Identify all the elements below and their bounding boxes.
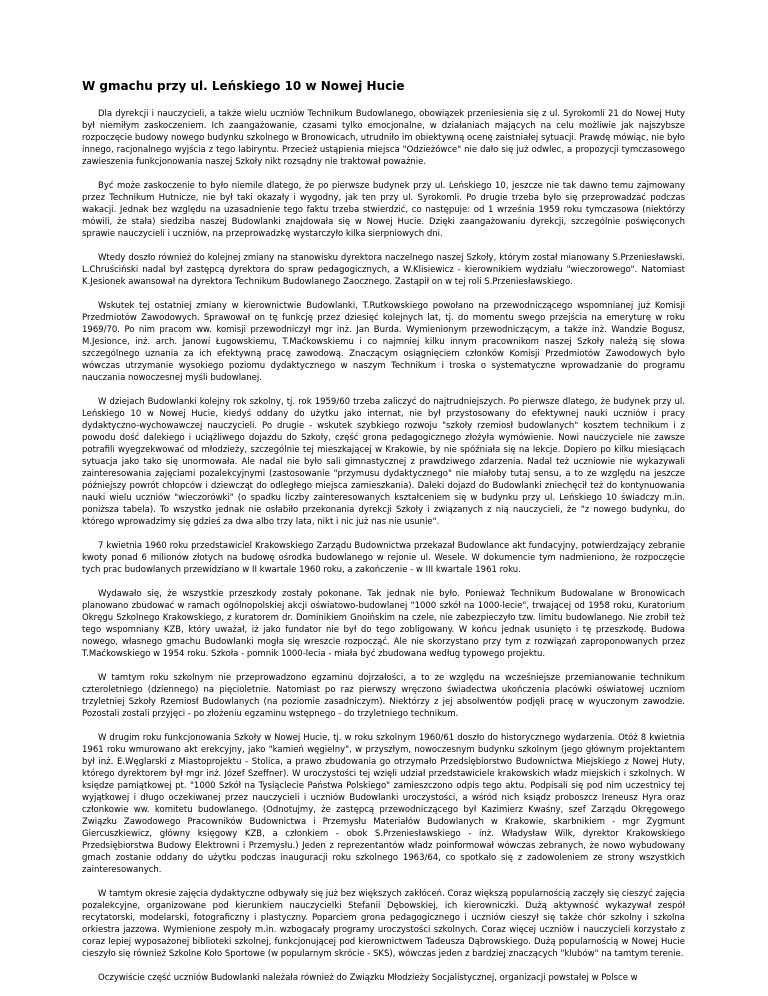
paragraph: Dla dyrekcji i nauczycieli, a także wielu uczniów Technikum Budowlanego, obowiązek przeniesienia się z ul. Syrokomli 21 do Nowej Huty był niemiłym zaskoczeniem. Ich zaangażowanie, czasami tylko emocjonalne, w działaniach mających na celu możliwie jak najszybsze rozpoczęcie budowy nowego budynku szkolnego w Bronowicach, utrudniło im obiektywną ocenę zaistniałej sytuacji. Prawdę mówiąc, nie było innego, racjonalnego wyjścia z tego labiryntu. Przecież ustąpienia miejsca "Odzieżówce" nie dało się już odwlec, a propozycji tymczasowego zawieszenia funkcjonowania naszej Szkoły nikt rozsądny nie traktował poważnie. (82, 109, 685, 167)
paragraph: Wydawało się, że wszystkie przeszkody zostały pokonane. Tak jednak nie było. Ponieważ Technikum Budowalane w Bronowicach planowano zbudować w ramach ogólnopolskiej akcji oświatowo-budowlanej "1000 szkół na 1000-lecie", trwającej od 1958 roku, Kuratorium Okręgu Szkolnego Krakowskiego, z kuratorem dr. Dominikiem Gnoińskim na czele, nie zabezpieczyło tzw. limitu budowlanego. Nie zrobił też tego wspomniany KZB, który uważał, iż jako fundator nie był do tego zobligowany. W końcu jednak usunięto i tę przeszkodę. Budowa nowego, własnego gmachu Budowlanki mogła się wreszcie rozpocząć. Ale nie skorzystano przy tym z rozwiązań zaproponowanych przez T.Maćkowskiego w 1954 roku. Szkoła - pomnik 1000-lecia - miała być zbudowana według typowego projektu. (82, 589, 685, 659)
paragraph: W tamtym roku szkolnym nie przeprowadzono egzaminu dojrzałości, a to ze względu na wcześniejsze przemianowanie technikum czteroletniego (dziennego) na pięcioletnie. Natomiast po raz pierwszy wręczono świadectwa ukończenia placówki oświatowej uczniom trzyletniej Szkoły Rzemiosł Budowlanych (na poziomie zasadniczym). Niektórzy z jej absolwentów podjęli pracę w wyuczonym zawodzie. Pozostali zostali przyjęci - po złożeniu egzaminu wstępnego - do trzyletniego technikum. (82, 673, 685, 719)
document-page (82, 79, 685, 996)
paragraph: Wskutek tej ostatniej zmiany w kierownictwie Budowlanki, T.Rutkowskiego powołano na przewodniczącego wspomnianej już Komisji Przedmiotów Zawodowych. Sprawował on tę funkcję przez dziesięć kolejnych lat, tj. do momentu swego przejścia na emeryturę w roku 1969/70. Po nim pracom ww. komisji przewodniczył mgr inż. Jan Burda. Wymienionym przewodniczącym, a także inż. Wandzie Bogusz, M.Jesionce, inż. arch. Janowi Ługowskiemu, T.Maćkowskiemu i co najmniej kilku innym pracownikom naszej Szkoły należą się słowa szczególnego uznania za ich efektywną pracę zawodową. Znaczącym osiągnięciem członków Komisji Przedmiotów Zawodowych było wówczas utrzymanie wysokiego poziomu dydaktycznego w naszym Technikum i troska o systematyczne wprowadzanie do programu nauczania nowoczesnej myśli budowlanej. (82, 301, 685, 383)
paragraph: Być może zaskoczenie to było niemile dlatego, że po pierwsze budynek przy ul. Leńskiego 10, jeszcze nie tak dawno temu zajmowany przez Technikum Hutnicze, nie był taki okazały i wygodny, jak ten przy ul. Syrokomli. Po drugie trzeba było się przeprowadzać podczas wakacji. Jednak bez względu na uzasadnienie tego faktu trzeba stwierdzić, co następuje: od 1 września 1959 roku tymczasowa (niektórzy mówili, że stała) siedziba naszej Budowlanki znajdowała się w Nowej Hucie. Dzięki zaangażowaniu dyrekcji, szczególnie poświęconych sprawie nauczycieli i uczniów, na przeprowadzkę wystarczyło kilka sierpniowych dni. (82, 181, 685, 239)
paragraph: W drugim roku funkcjonowania Szkoły w Nowej Hucie, tj. w roku szkolnym 1960/61 doszło do historycznego wydarzenia. Otóż 8 kwietnia 1961 roku wmurowano akt erekcyjny, jako "kamień węgielny", w przyszłym, nowoczesnym budynku szkolnym (jego głównym projektantem był inż. E.Węglarski z Miastoprojektu - Stolica, a prawo zbudowania go otrzymało Przedsiębiorstwo Budownictwa Miejskiego z Nowej Huty, którego dyrektorem był mgr inż. Józef Szeffner). W uroczystości tej wzięli udział przedstawiciele krakowskich władz miejskich i szkolnych. W księdze pamiątkowej pt. "1000 Szkół na Tysiąclecie Państwa Polskiego" zamieszczono odpis tego aktu. Podpisali się pod nim uczestnicy tej wyjątkowej i długo oczekiwanej przez nauczycieli i uczniów Budowlanki uroczystości, a wśród nich ksiądz proboszcz Ireneusz Hyra oraz członkowie ww. komitetu budowlanego. (Odnotujmy, że zastępcą przewodniczącego był Kazimierz Kwaśny, szef Zarządu Okręgowego Związku Zawodowego Pracowników Budownictwa i Przemysłu Materiałów Budowlanych w Krakowie, skarbnikiem - mgr Zygmunt Giercuszkiewicz, główny księgowy KZB, a członkiem - obok S.Przeniesławskiego - inż. Władysław Wilk, dyrektor Krakowskiego Przedsiębiorstwa Budowy Elektrowni i Przemysłu.) Jeden z reprezentantów władz poinformował wówczas zebranych, że nowo wybudowany gmach zostanie oddany do użytku podczas inauguracji roku szkolnego 1963/64, co spotkało się z zadowoleniem ze strony wszystkich zainteresowanych. (82, 733, 685, 875)
paragraph: 7 kwietnia 1960 roku przedstawiciel Krakowskiego Zarządu Budownictwa przekazał Budowlance akt fundacyjny, potwierdzający zebranie kwoty ponad 6 milionów złotych na budowę ośrodka budowlanego w rejonie ul. Wesele. W dokumencie tym nadmieniono, że rozpoczęcie tych prac budowlanych przewidziano w II kwartale 1960 roku, a zakończenie - w III kwartale 1961 roku. (82, 541, 685, 575)
document-title: W gmachu przy ul. Leńskiego 10 w Nowej Hucie (82, 79, 405, 93)
paragraph: Wtedy doszło również do kolejnej zmiany na stanowisku dyrektora naczelnego naszej Szkoły, którym został mianowany S.Przeniesławski. L.Chruściński nadal był zastępcą dyrektora do spraw pedagogicznych, a W.Klisiewicz - kierownikiem wydziału "wieczorowego". Natomiast K.Jesionek awansował na dyrektora Technikum Budowlanego Zaocznego. Zastąpił on w tej roli S.Przeniesławskiego. (82, 253, 685, 287)
paragraph: W dziejach Budowlanki kolejny rok szkolny, tj. rok 1959/60 trzeba zaliczyć do najtrudniejszych. Po pierwsze dlatego, że budynek przy ul. Leńskiego 10 w Nowej Hucie, kiedyś oddany do użytku jako internat, nie był przystosowany do efektywnej nauki uczniów i pracy dydaktyczno-wychowawczej nauczycieli. Po drugie - wskutek szybkiego rozwoju "szkoły rzemiosł budowlanych" kosztem technikum i z powodu dość dalekiego i uciążliwego dojazdu do Szkoły, część grona pedagogicznego złożyła wymówienie. Nowi nauczyciele nie zawsze potrafili wyegzekwować od młodzieży, szczególnie tej mieszkającej w Krakowie, by nie spóźniała się na lekcje. Dopiero po kilku miesiącach sytuacja jako tako się unormowała. Ale nadal nie było sali gimnastycznej z prawdziwego zdarzenia. Nadal też uczniowie nie wykazywali zainteresowania zajęciami pozalekcyjnymi (zastosowanie "przymusu dydaktycznego" nie miałoby tutaj sensu, a to ze względu na jeszcze późniejszy powrót chłopców i dziewcząt do odległego miejsca zamieszkania). Daleki dojazd do Budowlanki zniechęcił też do kontynuowania nauki wielu uczniów "wieczorówki" (o spadku liczby zainteresowanych kształceniem się w budynku przy ul. Leńskiego 10 świadczy m.in. poniższa tabela). To wszystko jednak nie osłabiło przekonania dyrekcji Szkoły i związanych z nią nauczycieli, że "z nowego budynku, do którego wprowadzimy się gdzieś za dwa albo trzy lata, nikt i nic już nas nie usunie". (82, 397, 685, 527)
paragraph: W tamtym okresie zajęcia dydaktyczne odbywały się już bez większych zakłóceń. Coraz większą popularnością zaczęły się cieszyć zajęcia pozalekcyjne, organizowane pod kierunkiem nauczycielki Stefanii Dębowskiej, ich kierowniczki. Dużą aktywność wykazywał zespół recytatorski, modelarski, fotograficzny i plastyczny. Poparciem grona pedagogicznego i uczniów cieszył się także chór szkolny i szkolna orkiestra jazzowa. Wymienione zespoły m.in. wzbogacały programy uroczystości szkolnych. Coraz więcej uczniów i nauczycieli korzystało z coraz lepiej wyposażonej biblioteki szkolnej, funkcjonującej pod kierownictwem Tadeusza Dąbrowskiego. Dużą popularnością w Nowej Hucie cieszyło się również Szkolne Koło Sportowe (w popularnym skrócie - SKS), wówczas jeden z bardziej znaczących "klubów" na tamtym terenie. (82, 889, 685, 959)
paragraph: Oczywiście część uczniów Budowlanki należała również do Związku Młodzieży Socjalistycznej, organizacji powstałej w Polsce w (98, 973, 638, 983)
